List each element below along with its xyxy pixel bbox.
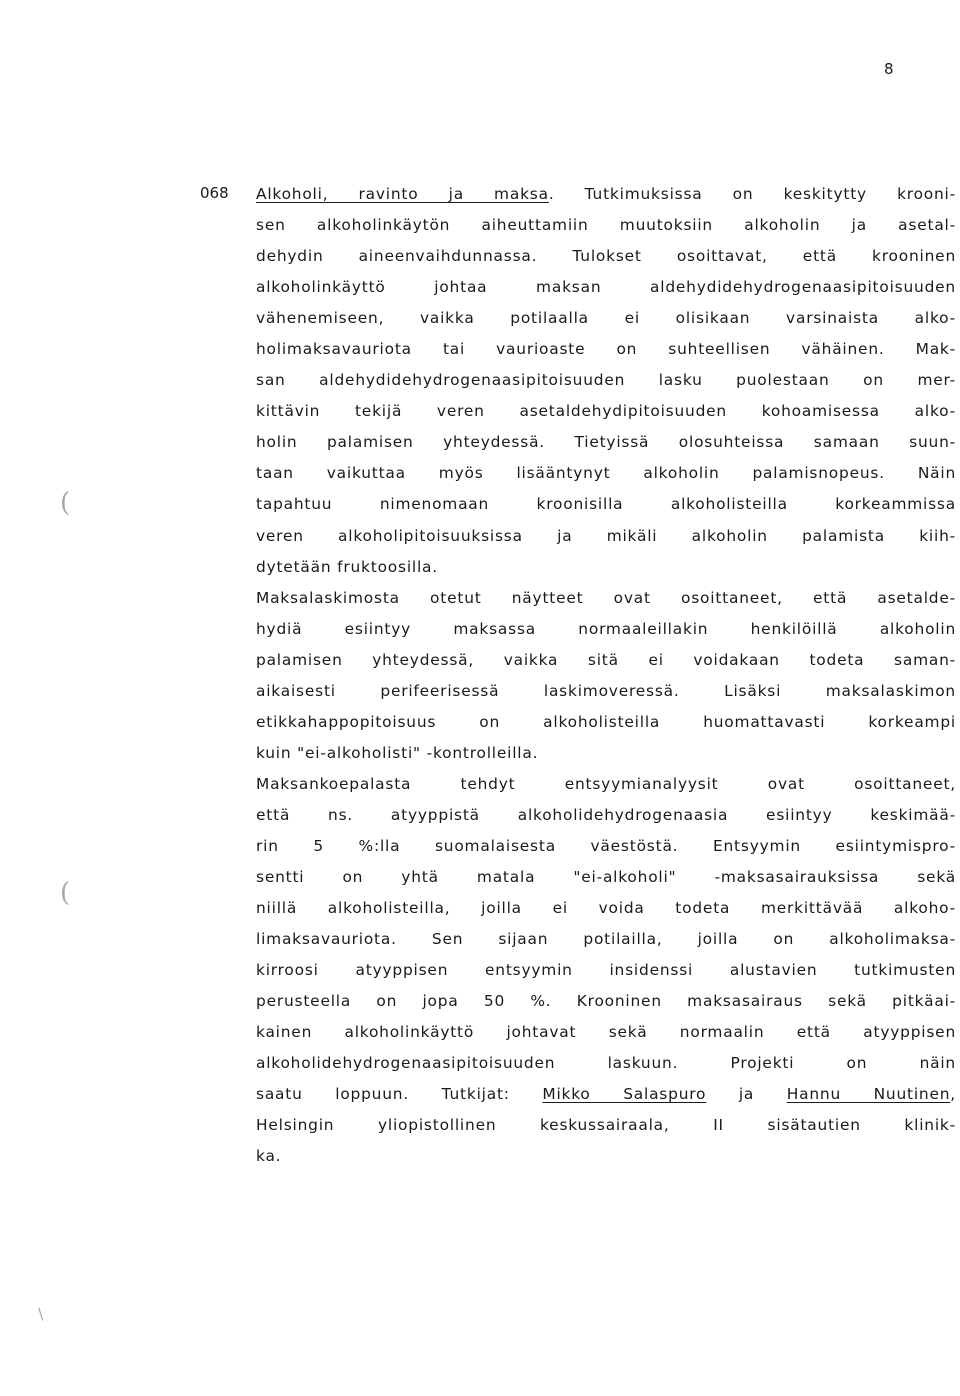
text-line <box>256 645 956 676</box>
text-run: dehydin aineenvaihdunnassa. Tulokset osoittavat, että krooninen <box>256 247 956 266</box>
text-line <box>256 1110 956 1141</box>
text-run: alkoholidehydrogenaasipitoisuuden laskuun. Projekti on näin <box>256 1054 956 1073</box>
text-line <box>256 303 956 334</box>
text-run: aikaisesti perifeerisessä laskimoveressä. Lisäksi maksalaskimon <box>256 681 956 700</box>
text-run: tapahtuu nimenomaan kroonisilla alkoholisteilla korkeammissa <box>256 495 956 514</box>
page-number: 8 <box>884 60 895 78</box>
text-line <box>256 521 956 552</box>
text-line <box>256 924 956 955</box>
text-line <box>256 210 956 241</box>
text-run: sen alkoholinkäytön aiheuttamiin muutoksiin alkoholin ja asetal- <box>256 216 956 235</box>
text-run: Maksankoepalasta tehdyt entsyymianalyysit ovat osoittaneet, <box>256 774 956 793</box>
text-line <box>256 1017 956 1048</box>
text-line <box>256 552 956 583</box>
text-line <box>256 614 956 645</box>
text-line <box>256 986 956 1017</box>
text-line <box>256 179 956 210</box>
margin-mark: ( <box>60 878 71 908</box>
text-run: sentti on yhtä matala "ei-alkoholi" -maksasairauksissa sekä <box>256 868 956 887</box>
text-line <box>256 707 956 738</box>
text-line <box>256 427 956 458</box>
text-run: . Tutkimuksissa on keskitytty krooni- <box>548 185 956 203</box>
text-run: veren alkoholipitoisuuksissa ja mikäli alkoholin palamista kiih- <box>256 526 956 545</box>
text-run: san aldehydidehydrogenaasipitoisuuden lasku puolestaan on mer- <box>256 371 956 390</box>
text-run: kittävin tekijä veren asetaldehydipitoisuuden kohoamisessa alko- <box>256 402 956 421</box>
text-run: holimaksavauriota tai vaurioaste on suhteellisen vähäinen. Mak- <box>256 340 956 359</box>
text-line <box>256 365 956 396</box>
text-run: rin 5 %:lla suomalaisesta väestöstä. Entsyymin esiintymispro- <box>256 836 956 855</box>
entry-number: 068 <box>200 184 229 202</box>
text-run: hydiä esiintyy maksassa normaaleillakin henkilöillä alkoholin <box>256 619 956 638</box>
text-run: alkoholinkäyttö johtaa maksan aldehydidehydrogenaasipitoisuuden <box>256 278 956 297</box>
text-run: kirroosi atyyppisen entsyymin insidenssi alustavien tutkimusten <box>256 961 956 980</box>
text-line <box>256 955 956 986</box>
text-run: saatu loppuun. Tutkijat: <box>256 1085 543 1104</box>
text-run: ja <box>706 1085 787 1104</box>
margin-mark: ( <box>60 488 71 518</box>
text-line <box>256 334 956 365</box>
text-line <box>256 1048 956 1079</box>
text-run: etikkahappopitoisuus on alkoholisteilla huomattavasti korkeampi <box>256 712 956 731</box>
text-run: Maksalaskimosta otetut näytteet ovat osoittaneet, että asetalde- <box>256 588 956 607</box>
text-run: että ns. atyyppistä alkoholidehydrogenaasia esiintyy keskimää- <box>256 805 956 824</box>
text-line <box>256 458 956 489</box>
text-line <box>256 862 956 893</box>
text-run: holin palamisen yhteydessä. Tietyissä olosuhteissa samaan suun- <box>256 433 956 452</box>
underlined-text: Hannu Nuutinen <box>786 1085 951 1104</box>
margin-mark: \ <box>38 1304 44 1323</box>
text-run: kuin "ei-alkoholisti" -kontrolleilla. <box>256 743 539 762</box>
text-line <box>256 241 956 272</box>
text-run: kainen alkoholinkäyttö johtavat sekä normaalin että atyyppisen <box>256 1023 956 1042</box>
text-run: dytetään fruktoosilla. <box>256 557 438 576</box>
text-run: , <box>950 1085 956 1104</box>
entry-body <box>256 179 956 1173</box>
text-line <box>256 583 956 614</box>
text-run: vähenemiseen, vaikka potilaalla ei olisikaan varsinaista alko- <box>256 309 956 328</box>
text-run: limaksavauriota. Sen sijaan potilailla, joilla on alkoholimaksa- <box>256 930 956 949</box>
text-run: Helsingin yliopistollinen keskussairaala, II sisätautien klinik- <box>256 1116 956 1135</box>
underlined-text: Alkoholi, ravinto ja maksa <box>256 185 549 203</box>
text-line <box>256 676 956 707</box>
text-run: niillä alkoholisteilla, joilla ei voida todeta merkittävää alkoho- <box>256 899 956 918</box>
text-line <box>256 831 956 862</box>
text-line <box>256 800 956 831</box>
text-run: palamisen yhteydessä, vaikka sitä ei voidakaan todeta saman- <box>256 650 956 669</box>
text-line <box>256 893 956 924</box>
text-run: perusteella on jopa 50 %. Krooninen maksasairaus sekä pitkäai- <box>256 992 956 1011</box>
text-line <box>256 396 956 427</box>
text-run: ka. <box>256 1147 282 1166</box>
text-line <box>256 738 956 769</box>
text-line <box>256 489 956 520</box>
text-line <box>256 769 956 800</box>
text-line <box>256 272 956 303</box>
text-line <box>256 1141 956 1172</box>
underlined-text: Mikko Salaspuro <box>542 1085 707 1104</box>
text-run: taan vaikuttaa myös lisääntynyt alkoholin palamisnopeus. Näin <box>256 464 956 483</box>
text-line <box>256 1079 956 1110</box>
